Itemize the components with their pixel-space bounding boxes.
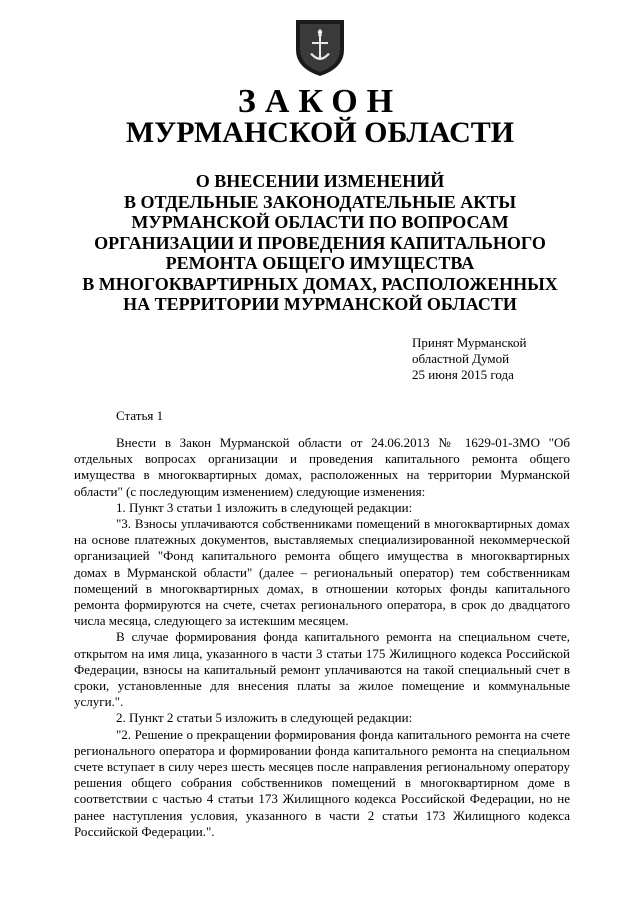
subject-line: МУРМАНСКОЙ ОБЛАСТИ ПО ВОПРОСАМ [131, 212, 509, 232]
subject-line: ОРГАНИЗАЦИИ И ПРОВЕДЕНИЯ КАПИТАЛЬНОГО [94, 232, 546, 253]
paragraph: "3. Взносы уплачиваются собственниками помещений в многоквартирных домах на основе платежных документов, выставляемых специализированной некоммерческой организацией "Фонд капитального ремонта общего имущества в многоквартирных домах в Мурманской области" (далее – региональный оператор) тем собственникам помещений в многоквартирных домах, в отношении которых фонды капитального ремонта формируются на счете, счетах регионального оператора, в срок до двадцатого числа месяца, следующего за истекшим месяцем. [74, 516, 570, 629]
subject-line: НА ТЕРРИТОРИИ МУРМАНСКОЙ ОБЛАСТИ [123, 294, 517, 314]
article-heading: Статья 1 [116, 408, 164, 423]
paragraph: 1. Пункт 3 статьи 1 изложить в следующей редакции: [116, 499, 413, 515]
adoption-note [412, 335, 527, 383]
subject-line: В ОТДЕЛЬНЫЕ ЗАКОНОДАТЕЛЬНЫЕ АКТЫ [123, 191, 517, 212]
adoption-date: 25 июня 2015 года [412, 367, 514, 382]
region-title: МУРМАНСКОЙ ОБЛАСТИ [125, 116, 515, 149]
paragraph: "2. Решение о прекращении формирования фонда капитального ремонта на счете регионального оператора и формировании фонда капитального ремонта на специальном счете вступает в силу через шесть месяцев после направления региональному оператору решения общего собрания собственников помещений в многоквартирном доме в соответствии с частью 4 статьи 173 Жилищного кодекса Российской Федерации, но не ранее наступления условия, указанного в части 2 статьи 173 Жилищного кодекса Российской Федерации.". [74, 726, 570, 839]
law-subject [0, 171, 640, 315]
subject-line: О ВНЕСЕНИИ ИЗМЕНЕНИЙ [195, 171, 445, 191]
paragraph: 2. Пункт 2 статьи 5 изложить в следующей редакции: [116, 710, 413, 726]
paragraph: В случае формирования фонда капитального ремонта на специальном счете, открытом на имя лица, указанного в части 3 статьи 175 Жилищного кодекса Российской Федерации, взносы на капитальный ремонт уплачиваются на такой специальный счет в сроки, установленные для внесения платы за жилое помещение и коммунальные услуги.". [74, 629, 570, 710]
coat-of-arms-emblem [292, 16, 348, 78]
adoption-line: областной Думой [412, 351, 510, 366]
subject-line: РЕМОНТА ОБЩЕГО ИМУЩЕСТВА [165, 253, 475, 273]
paragraph: Внести в Закон Мурманской области от 24.06.2013 № 1629-01-ЗМО "Об отдельных вопросах организации и проведения капитального ремонта общего имущества в многоквартирных домах, расположенных на территории Мурманской области" (с последующим изменением) следующие изменения: [74, 435, 570, 499]
law-title: ЗАКОН [237, 83, 403, 120]
subject-line: В МНОГОКВАРТИРНЫХ ДОМАХ, РАСПОЛОЖЕННЫХ [82, 273, 558, 294]
article-body [74, 435, 570, 840]
adoption-line: Принят Мурманской [412, 335, 527, 350]
